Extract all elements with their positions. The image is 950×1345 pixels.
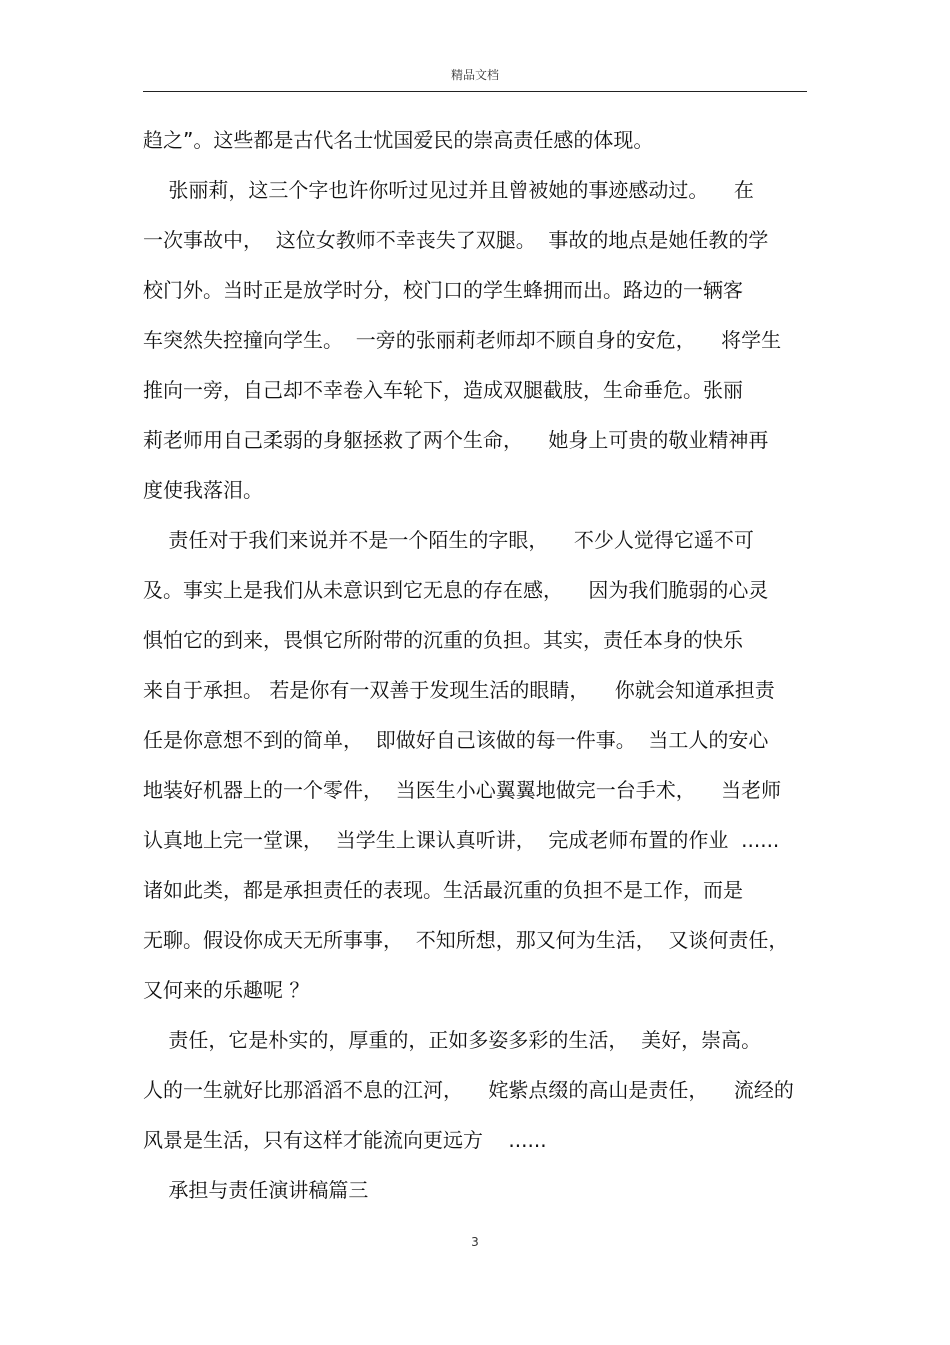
text-line: 地装好机器上的一个零件， 当医生小心翼翼地做完一台手术， 当老师 — [143, 778, 782, 802]
text-line: 责任，它是朴实的，厚重的，正如多姿多彩的生活， 美好，崇高。 — [143, 1028, 762, 1052]
text-line: 度使我落泪。 — [143, 478, 263, 502]
text-line: 惧怕它的到来，畏惧它所附带的沉重的负担。其实，责任本身的快乐 — [143, 628, 743, 652]
text-line: 校门外。当时正是放学时分，校门口的学生蜂拥而出。路边的一辆客 — [143, 278, 743, 302]
text-line: 无聊。假设你成天无所事事， 不知所想，那又何为生活， 又谈何责任， — [143, 928, 789, 952]
text-line: 张丽莉，这三个字也许你听过见过并且曾被她的事迹感动过。 在 — [143, 178, 754, 202]
text-line: 责任对于我们来说并不是一个陌生的字眼， 不少人觉得它遥不可 — [143, 528, 754, 552]
text-line: 及。事实上是我们从未意识到它无息的存在感， 因为我们脆弱的心灵 — [143, 578, 769, 602]
text-line: 任是你意想不到的简单， 即做好自己该做的每一件事。 当工人的安心 — [143, 728, 769, 752]
page-header: 精品文档 — [450, 68, 499, 82]
text-line: 车突然失控撞向学生。 一旁的张丽莉老师却不顾自身的安危， 将学生 — [143, 328, 782, 352]
section-heading: 承担与责任演讲稿篇三 — [143, 1178, 369, 1202]
document-body — [143, 122, 813, 1222]
text-line: 趋之”。这些都是古代名士忧国爱民的崇高责任感的体现。 — [143, 128, 654, 152]
header-divider — [143, 91, 807, 92]
text-line: 又何来的乐趣呢 ？ — [143, 978, 310, 1002]
text-line: 诸如此类，都是承担责任的表现。生活最沉重的负担不是工作，而是 — [143, 878, 743, 902]
text-line: 推向一旁，自己却不幸卷入车轮下，造成双腿截肢，生命垂危。张丽 — [143, 378, 743, 402]
text-line: 来自于承担。 若是你有一双善于发现生活的眼睛， 你就会知道承担责 — [143, 678, 775, 702]
text-line: 人的一生就好比那滔滔不息的江河， 姹紫点缀的高山是责任， 流经的 — [143, 1078, 794, 1102]
text-line: 一次事故中， 这位女教师不幸丧失了双腿。 事故的地点是她任教的学 — [143, 228, 769, 252]
text-line: 风景是生活，只有这样才能流向更远方 ...... — [143, 1128, 547, 1152]
text-line: 认真地上完一堂课， 当学生上课认真听讲， 完成老师布置的作业 ...... — [143, 828, 780, 852]
page-number: 3 — [471, 1235, 479, 1249]
text-line: 莉老师用自己柔弱的身躯拯救了两个生命， 她身上可贵的敬业精神再 — [143, 428, 769, 452]
